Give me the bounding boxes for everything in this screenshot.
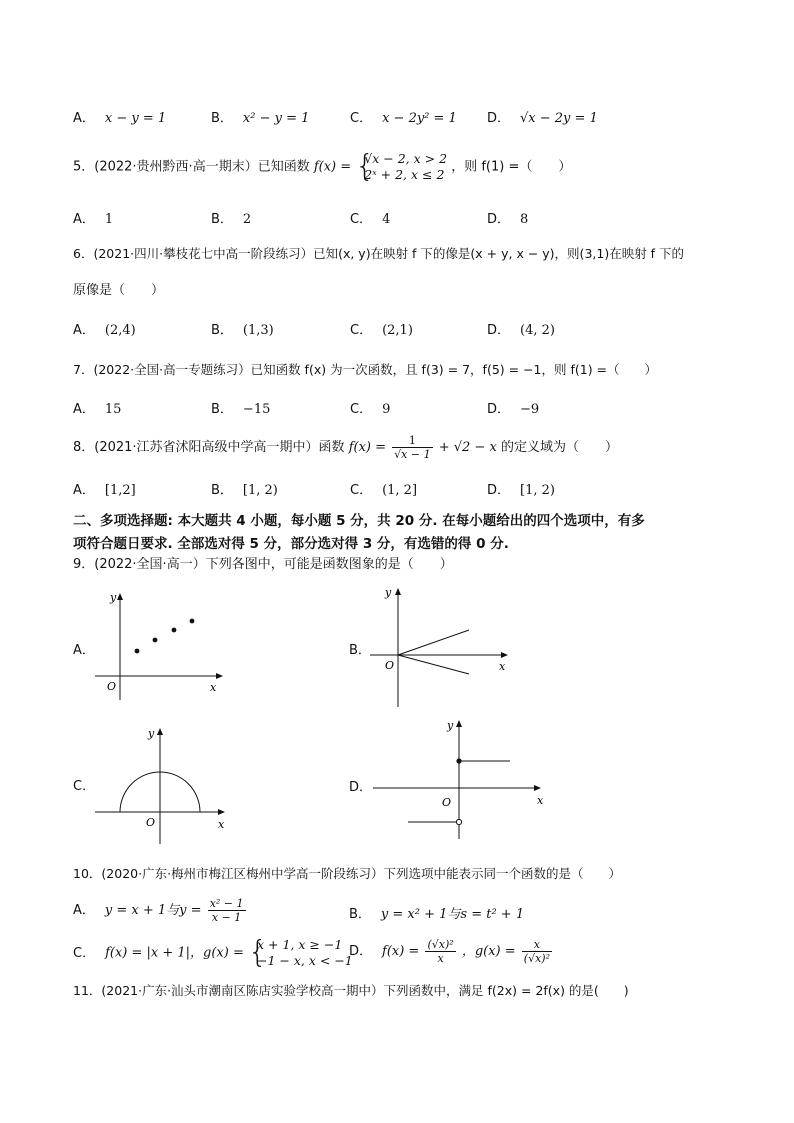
q8-option-d: D． [1, 2) (487, 483, 555, 498)
q10-option-c: C． f(x) = |x + 1|，g(x) = { x + 1, x ≥ −1 −1 − x, x < −1 (73, 935, 353, 970)
q4-option-c: C． x − 2y² = 1 (350, 111, 457, 126)
q5-option-c: C． 4 (350, 212, 391, 227)
q10-option-a: A． y = x + 1与y = $\frac{\text{x² − 1}}{x - 1}$ (73, 897, 244, 924)
question-7: 7．(2022·全国·高一专题练习）已知函数 f(x) 为一次函数，且 f(3) = 7，f(5) = −1，则 f(1) =（ ） (73, 362, 658, 377)
q6-option-c: C． (2,1) (350, 323, 413, 338)
q10-option-b: B． y = x² + 1与s = t² + 1 (349, 907, 525, 922)
q9c-y-label: y (148, 727, 155, 740)
question-8: 8．(2021·江苏省沭阳高级中学高一期中）函数 f(x) = $\frac{1}{√x - 1}$ + √2 − x 的定义域为（ ） (73, 434, 618, 461)
q10-option-d: D． f(x) = $\frac{\text{(√x)²}}{x}$ ，g(x) = $\frac{x}{\text{(√x)²}}$ (349, 938, 551, 965)
question-6-line1: 6．(2021·四川·攀枝花七中高一阶段练习）已知(x, y)在映射 f 下的像是(x + y, x − y)，则(3,1)在映射 f 下的 (73, 246, 685, 261)
q5-option-d: D． 8 (487, 212, 529, 227)
q9b-x-label: x (499, 660, 506, 673)
q7-option-b: B． −15 (211, 402, 271, 417)
q6-option-d: D． (4, 2) (487, 323, 555, 338)
q9a-point (172, 628, 177, 633)
q9-graph-a (90, 588, 230, 703)
q9-label-b: B． (349, 643, 371, 658)
q10a-fraction: $\frac{\text{x² − 1}}{x - 1}$ (209, 897, 244, 924)
q9a-point (190, 619, 195, 624)
q9-label-c: C． (73, 779, 96, 794)
q5-piecewise: { √x − 2, x > 2 2ˣ + 2, x ≤ 2 (355, 149, 448, 184)
section-2-line1: 二、多项选择题: 本大题共 4 小题，每小题 5 分，共 20 分. 在每小题给出的四个选项中，有多 (73, 513, 645, 529)
q6-option-a: A． (2,4) (73, 323, 136, 338)
q10d-g-fraction: $\frac{x}{\text{(√x)²}}$ (523, 938, 551, 965)
q8-option-c: C． (1, 2] (350, 483, 418, 498)
q4-option-b: B． x² − y = 1 (211, 111, 310, 126)
q9d-x-label: x (537, 794, 544, 807)
q9d-closed-point (456, 758, 461, 763)
q4-option-a: A． x − y = 1 (73, 111, 167, 126)
q8-option-a: A． [1,2] (73, 483, 136, 498)
question-6-line2: 原像是（ ） (73, 283, 165, 298)
q9a-origin-label: O (107, 680, 117, 693)
q9-graph-c (90, 722, 240, 847)
question-9: 9．(2022·全国·高一）下列各图中，可能是函数图象的是（ ） (73, 557, 453, 572)
q9b-y-label: y (385, 586, 392, 599)
q5-option-a: A． 1 (73, 212, 114, 227)
q9-label-d: D． (349, 780, 373, 795)
q9-graph-d (370, 714, 560, 842)
q9a-point (135, 649, 140, 654)
q9d-origin-label: O (442, 796, 452, 809)
q10c-piecewise: { x + 1, x ≥ −1 −1 − x, x < −1 (248, 935, 353, 970)
q9c-origin-label: O (146, 816, 156, 829)
q9a-x-label: x (210, 681, 217, 694)
q7-option-a: A． 15 (73, 402, 122, 417)
q7-option-c: C． 9 (350, 402, 391, 417)
q7-option-d: D． −9 (487, 402, 540, 417)
q9c-x-label: x (218, 818, 225, 831)
q8-fraction: $\frac{1}{√x - 1}$ (394, 434, 431, 461)
section-2-line2: 项符合题日要求. 全部选对得 5 分，部分选对得 3 分，有选错的得 0 分. (73, 536, 509, 552)
q9b-upper-ray (398, 630, 469, 655)
q9b-lower-ray (398, 655, 469, 674)
question-11: 11．(2021·广东·汕头市潮南区陈店实验学校高一期中）下列函数中，满足 f(2x) = 2f(x) 的是( ) (73, 983, 629, 998)
q9b-origin-label: O (385, 659, 395, 672)
q5-option-b: B． 2 (211, 212, 252, 227)
question-10: 10．(2020·广东·梅州市梅江区梅州中学高一阶段练习）下列选项中能表示同一个函数的是（ ） (73, 866, 622, 881)
question-5: 5．(2022·贵州黔西·高一期末）已知函数 f(x) = { √x − 2, x > 2 2ˣ + 2, x ≤ 2 ，则 f(1) =（ ） (73, 149, 572, 184)
q9-label-a: A． (73, 643, 95, 658)
q10d-f-fraction: $\frac{\text{(√x)²}}{x}$ (427, 938, 454, 965)
q6-option-b: B． (1,3) (211, 323, 274, 338)
q9d-y-label: y (447, 719, 454, 732)
q9a-y-label: y (110, 591, 117, 604)
q9-graph-b (365, 582, 525, 712)
q8-option-b: B． [1, 2) (211, 483, 278, 498)
q9a-point (153, 638, 158, 643)
q4-option-d: D． √x − 2y = 1 (487, 111, 598, 126)
q9d-open-point (456, 819, 461, 824)
